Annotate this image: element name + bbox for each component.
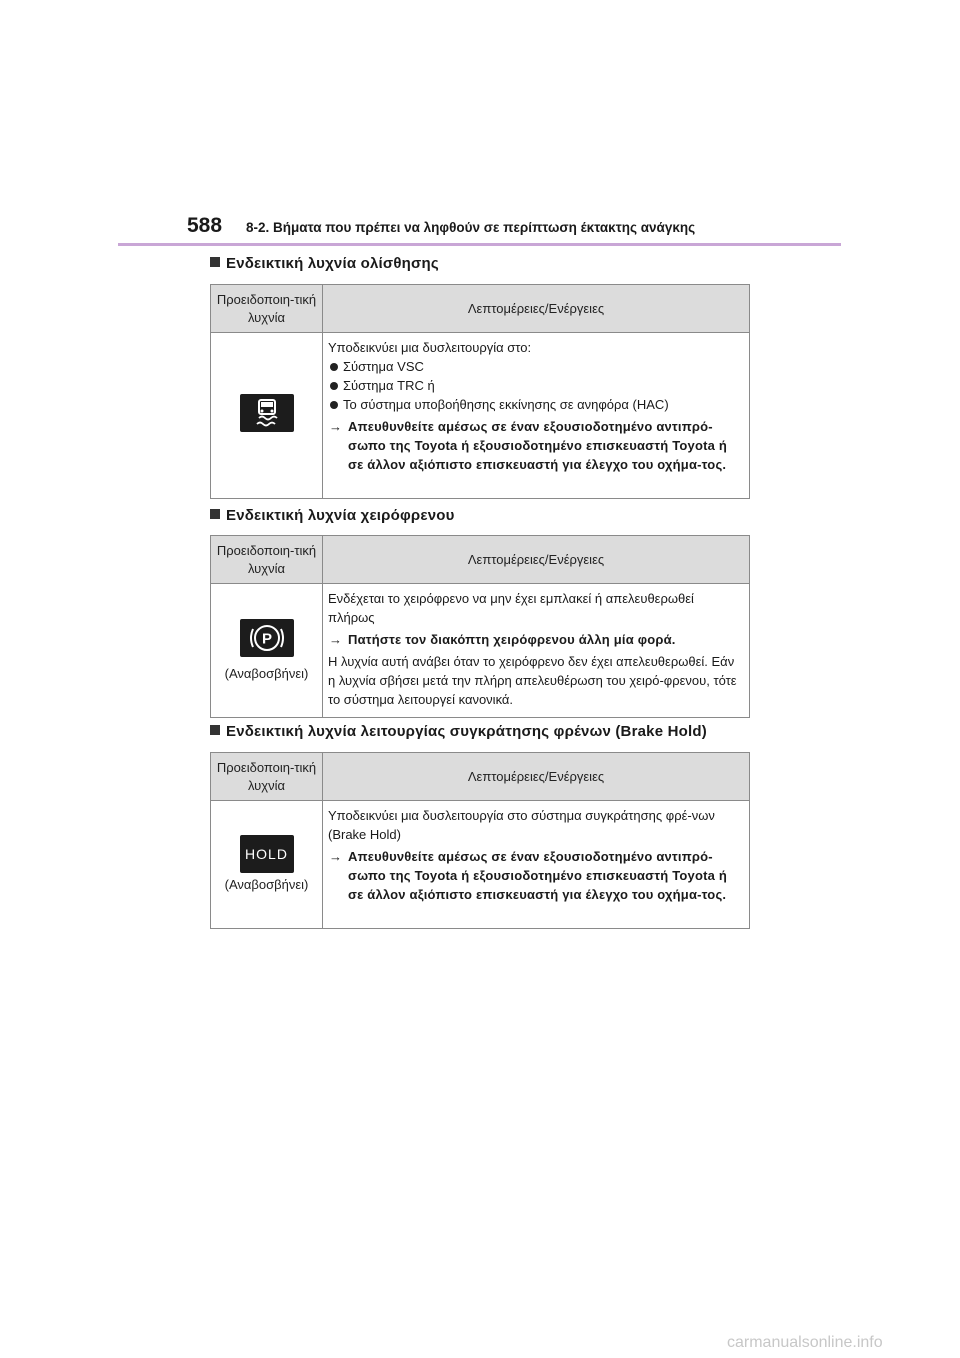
arrow-icon: → <box>329 849 343 864</box>
action-text: → Απευθυνθείτε αμέσως σε έναν εξουσιοδοτημένο αντιπρό-σωπο της Toyota ή εξουσιοδοτημένο επισκευαστή Toyota ή σε άλλον αξιόπιστο επισκευαστή για έλεγχο του οχήμα-τος. <box>329 849 727 902</box>
slip-indicator-table <box>210 284 750 499</box>
details-cell <box>323 584 750 718</box>
parking-brake-icon <box>240 619 294 657</box>
chapter-title: 8-2. Βήματα που πρέπει να ληφθούν σε περίπτωση έκτακτης ανάγκης <box>246 220 696 235</box>
footer-watermark: carmanualsonline.info <box>727 1334 883 1351</box>
bullet-item: Το σύστημα υποβοήθησης εκκίνησης σε ανηφόρα (HAC) <box>328 395 743 414</box>
svg-text:P: P <box>261 630 272 647</box>
arrow-icon: → <box>329 632 343 647</box>
section-title-slip: Ενδεικτική λυχνία ολίσθησης <box>210 255 439 272</box>
header-rule <box>118 243 841 246</box>
arrow-icon: → <box>329 419 343 434</box>
section-title-brake-hold: Ενδεικτική λυχνία λειτουργίας συγκράτησης φρένων (Brake Hold) <box>210 723 707 740</box>
lamp-cell <box>211 333 323 499</box>
square-bullet-icon <box>210 257 220 267</box>
square-bullet-icon <box>210 509 220 519</box>
header-warning-lamp: Προειδοποιη-τική λυχνία <box>211 753 323 801</box>
skid-icon <box>240 394 294 432</box>
header-details-actions: Λεπτομέρειες/Ενέργειες <box>323 753 750 801</box>
action-text: → Πατήστε τον διακόπτη χειρόφρενου άλλη μία φορά. <box>329 632 676 647</box>
parking-brake-table <box>210 535 750 718</box>
section-title-parking-brake: Ενδεικτική λυχνία χειρόφρενου <box>210 507 455 524</box>
bullet-item: Σύστημα TRC ή <box>328 376 743 395</box>
details-cell <box>323 801 750 929</box>
header-warning-lamp: Προειδοποιη-τική λυχνία <box>211 536 323 584</box>
header-details-actions: Λεπτομέρειες/Ενέργειες <box>323 536 750 584</box>
header-warning-lamp: Προειδοποιη-τική λυχνία <box>211 285 323 333</box>
flashing-label: (Αναβοσβήνει) <box>224 877 309 892</box>
intro-text: Ενδέχεται το χειρόφρενο να μην έχει εμπλακεί ή απελευθερωθεί πλήρως <box>328 591 694 625</box>
note-text: Η λυχνία αυτή ανάβει όταν το χειρόφρενο δεν έχει απελευθερωθεί. Εάν η λυχνία σβήσει μετά την πλήρη απελευθέρωση του χειρό-φρενου, τότε το σύστημα λειτουργεί κανονικά. <box>328 654 737 707</box>
brake-hold-icon: HOLD <box>240 835 294 873</box>
bullet-item: Σύστημα VSC <box>328 357 743 376</box>
header-details-actions: Λεπτομέρειες/Ενέργειες <box>323 285 750 333</box>
square-bullet-icon <box>210 725 220 735</box>
details-cell <box>323 333 750 499</box>
intro-text: Υποδεικνύει μια δυσλειτουργία στο σύστημα συγκράτησης φρέ-νων (Brake Hold) <box>328 808 715 842</box>
page-header <box>0 212 960 248</box>
intro-text: Υποδεικνύει μια δυσλειτουργία στο: <box>328 340 532 355</box>
flashing-label: (Αναβοσβήνει) <box>224 665 309 681</box>
action-text: → Απευθυνθείτε αμέσως σε έναν εξουσιοδοτημένο αντιπρό-σωπο της Toyota ή εξουσιοδοτημένο επισκευαστή Toyota ή σε άλλον αξιόπιστο επισκευαστή για έλεγχο του οχήμα-τος. <box>329 419 727 472</box>
brake-hold-table <box>210 752 750 929</box>
lamp-cell <box>211 801 323 929</box>
page-number: 588 <box>187 214 223 237</box>
lamp-cell <box>211 584 323 718</box>
